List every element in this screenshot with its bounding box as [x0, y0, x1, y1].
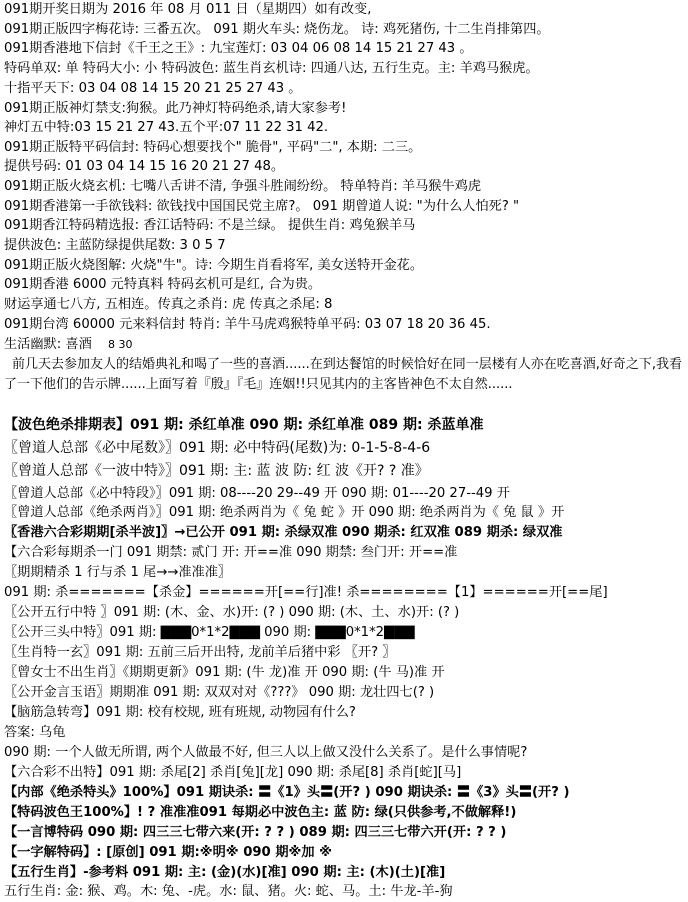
kill-head-row: 【内部《绝杀特头》100%】091 期诀杀: 〓《1》头〓(开? ) 090 期诀杀: 〓《3》头〓(开? ) — [4, 785, 570, 800]
special-segment-row: 〖曾道人总部《必中特段》〗091 期: 08----20 29--49 开 090 期: 01----20 27--49 开 — [4, 486, 510, 501]
kill-half-wave-row: 〖香港六合彩期期[杀半波]〗→已公开 091 期: 杀绿双准 090 期杀: 红双准 089 期杀: 绿双准 — [4, 525, 563, 540]
hk-envelope-line: 091期香港地下信封《千王之王》: 九宝莲灯: 03 04 06 08 14 15 21 27 43 。 — [4, 41, 473, 56]
humor-label: 生活幽默: 喜酒 — [4, 337, 92, 352]
humor-counts: 8 30 — [107, 338, 133, 351]
five-elements-row: 〖公开五行中特 〗091 期: (木、金、水)开: (? ) 090 期: (木、土、水)开: (? ) — [4, 605, 460, 620]
ten-fingers-line: 十指平天下: 03 04 08 14 15 20 21 25 27 43 。 — [4, 81, 302, 96]
one-word-code-row: 【一言博特码 090 期: 四三三七带六来(开: ? ? ) 089 期: 四三三七带六开(开: ? ? ) — [4, 825, 507, 840]
xiangjiang-line: 091期香江特码精选报: 香江话特码: 不是兰绿。 提供生肖: 鸡兔猴羊马 — [4, 218, 416, 233]
draw-date-line: 091期开奖日期为 2016 年 08 月 011 日（星期四）如有改变, — [4, 2, 372, 17]
no-special-row: 【六合彩不出特】091 期: 杀尾[2] 杀肖[兔][龙] 090 期: 杀尾[8] 杀肖[蛇][马] — [4, 765, 462, 780]
wave-kill-row: 【波色绝杀排期表】091 期: 杀红单准 090 期: 杀红单准 089 期: 杀蓝单准 — [4, 417, 484, 433]
magic-lamp-line: 091期正版神灯禁支:狗猴。此乃神灯特码绝杀,请大家参考! — [4, 101, 347, 116]
taiwan-line: 091期台湾 60000 元来料信封 特肖: 羊牛马虎鸡猴特单平码: 03 07 18 20 36 45. — [4, 317, 491, 332]
first-hand-line: 091期香港第一手欲钱料: 欲钱找中国国民党主席?。 091 期曾道人说: "为什么人怕死? " — [4, 199, 520, 214]
kill-two-row: 〖曾道人总部《绝杀两肖》〗091 期: 绝杀两肖为《 兔 蛇 》开 090 期: 绝杀两肖为《 兔 鼠 》开 — [4, 505, 565, 520]
fire-mystery-line: 091期正版火烧玄机: 七嘴八舌讲不清, 争强斗胜闹纷纷。 特单特肖: 羊马猴牛鸡虎 — [4, 179, 482, 194]
plum-poem-line: 091期正版四字梅花诗: 三番五次。 091 期火车头: 烧伤龙。 诗: 鸡死猪伤, 十二生肖排第四。 — [4, 22, 550, 37]
five-zodiac-list-row: 五行生肖: 金: 猴、鸡。木: 兔、-虎。水: 鼠、猪。火: 蛇、马。土: 牛龙-羊-狗 — [4, 884, 453, 899]
kill-line-tail-row: 〖期期精杀 1 行与杀 1 尾→→准准准〗 — [4, 565, 232, 580]
golden-words-row: 〖公开金言玉语〗期期准 091 期: 双双对对《???》 090 期: 龙壮四七(? ) — [4, 685, 435, 700]
hk-6000-line: 091期香港 6000 元特真料 特码玄机可是红, 合为贵。 — [4, 277, 322, 292]
three-heads-row: 〖公开三头中特〗091 期: ▇▇▇0*1*2▇▇▇ 090 期: ▇▇▇0*1*2▇▇▇ — [4, 625, 415, 640]
five-zodiac-row: 【五行生肖】-参考料 091 期: 主: (金)(水)[准] 090 期: 主: (木)(土)[准] — [4, 865, 446, 880]
special-code-line: 特码单双: 单 特码大小: 小 特码波色: 蓝生肖玄机诗: 四通八达, 五行生克。主: 羊鸡马猴虎。 — [4, 61, 539, 76]
one-wave-row: 〖曾道人总部《一波中特》〗091 期: 主: 蓝 波 防: 红 波《开? ? 准》 — [4, 463, 429, 479]
answer-row: 答案: 乌龟 — [4, 725, 66, 740]
kill-gold-row: 091 期: 杀=======【杀金】======开[==行]准! 杀========【1】======开[==尾] — [4, 585, 608, 600]
zodiac-mystery-row: 〖生肖特一玄〗091 期: 五前三后开出特, 龙前羊后猪中彩 〖开? 〗 — [4, 645, 396, 660]
kill-door-row: 【六合彩每期杀一门 091 期禁: 贰门 开: 开==准 090 期禁: 叁门开: 开==准 — [4, 545, 458, 560]
wave-color-line: 提供波色: 主蓝防绿提供尾数: 3 0 5 7 — [4, 238, 226, 253]
fortune-line: 财运享通七八方, 五相连。传真之杀肖: 虎 传真之杀尾: 8 — [4, 297, 333, 312]
tail-number-row: 〖曾道人总部《必中尾数》〗091 期: 必中特码(尾数)为: 0-1-5-8-4-6 — [4, 440, 431, 456]
one-char-code-row: 【一字解特码】: [原创] 091 期:※明※ 090 期※加 ※ — [4, 845, 332, 860]
riddle-row: 090 期: 一个人做无所谓, 两个人做最不好, 但三人以上做又没什么关系了。是什么事情呢? — [4, 745, 528, 760]
numbers-line: 提供号码: 01 03 04 14 15 16 20 21 27 48。 — [4, 159, 285, 174]
fire-diagram-line: 091期正版火烧图解: 火烧"牛"。诗: 今期生肖看将军, 美女送特开金花。 — [4, 258, 424, 273]
humor-paragraph: 前几天去参加友人的结婚典礼和喝了一些的喜酒......在到达餐馆的时候恰好在同一层楼有人亦在吃喜酒,好奇之下,我看了一下他们的告示牌......上面写着『殷』『毛』连姻!!只见其内的主客皆神色不太自然...... — [4, 357, 683, 392]
brain-teaser-row: 【脑筋急转弯】091 期: 校有校规, 班有班规, 动物园有什么? — [4, 705, 356, 720]
lamp-five-line: 神灯五中特:03 15 21 27 43.五个平:07 11 22 31 42. — [4, 120, 329, 135]
wave-king-row: 【特码波色王100%】! ? 准准准091 每期必中波色主: 蓝 防: 绿(只供参考,不做解释!) — [4, 805, 517, 820]
humor-line — [4, 335, 686, 355]
ms-zodiac-row: 〖曾女士不出生肖〗《期期更新》091 期: (牛 龙)准 开 090 期: (牛 马)准 开 — [4, 665, 445, 680]
flat-code-line: 091期正版特平码信封: 特码心想要找个" 脆骨", 平码"二", 本期: 二三。 — [4, 140, 422, 155]
